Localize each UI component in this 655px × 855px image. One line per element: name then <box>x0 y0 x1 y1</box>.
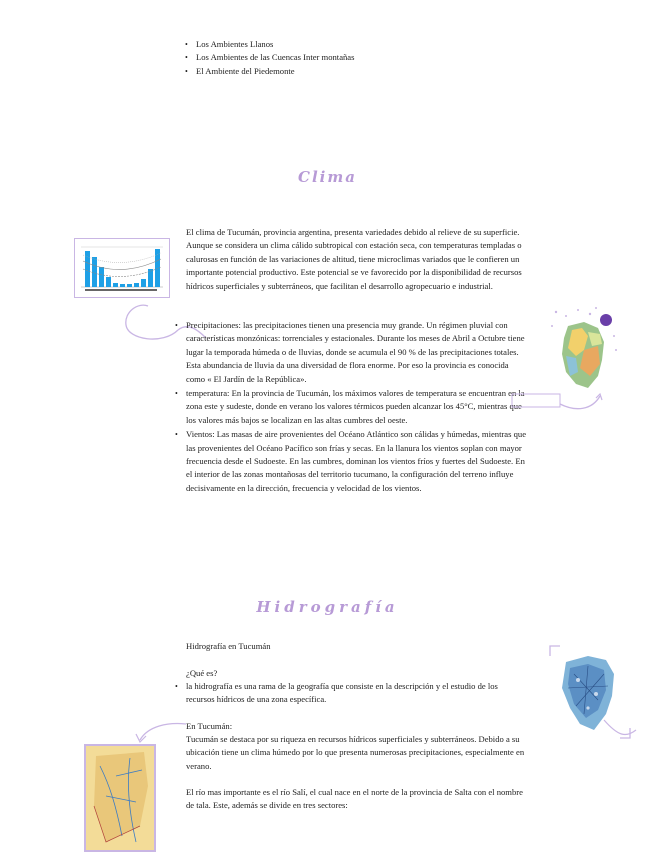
en-tucuman-label: En Tucumán: <box>186 721 233 731</box>
climate-map-image <box>548 306 620 394</box>
map-icon <box>86 746 154 850</box>
bullet-icon: • <box>185 40 188 49</box>
map-icon <box>548 306 620 394</box>
hidrografia-subtitle: Hidrografía en Tucumán <box>186 641 271 651</box>
en-tucuman-paragraph: Tucumán se destaca por su riqueza en recursos hídricos superficiales y subterráneos. Debido a su ubicación tiene un clima húmedo por lo que presenta numerosas precipitaciones, especialmente en verano. <box>186 734 525 771</box>
climate-chart-image <box>74 238 170 298</box>
bullet-icon: • <box>175 389 178 399</box>
curly-arrow-icon <box>600 716 640 746</box>
bullet-icon: • <box>175 321 178 330</box>
curly-arrow-icon <box>510 390 610 430</box>
bullet-icon: • <box>175 682 178 691</box>
bullet-icon: • <box>185 66 188 76</box>
hidrografia-list <box>175 680 528 707</box>
clima-intro-paragraph: El clima de Tucumán, provincia argentina, presenta variedades debido al relieve de su superficie. Aunque se considera un clima cálido subtropical con estación seca, con temperaturas templadas o calurosas en función de las variaciones de altitud, tiene microclimas variados que le confieren un importante potencial productivo. Este potencial se ve favorecido por la disponibilidad de recursos hídricos superficiales y subterráneos, que facilitan el desarrollo agropecuario e industrial. <box>186 227 522 291</box>
rio-sali-paragraph: El río mas importante es el río Salí, el cual nace en el norte de la provincia de Salta con el nombre de tala. Este, además se divide en tres sectores: <box>186 787 523 811</box>
list-item: • El Ambiente del Piedemonte <box>196 65 496 78</box>
hidrografia-heading: Hidrografía <box>256 598 399 616</box>
list-item: • Vientos: Las masas de aire provenientes del Océano Atlántico son cálidas y húmedas, mientras que las provenientes del Océano Pacífico son frías y secas. En la llanura los vientos soplan con mayor frecuencia desde el Sudoeste. En las cumbres, dominan los vientos fríos y fuertes del Sudoeste. En el interior de las zonas montañosas del territorio tucumano, la configuración del terreno influye decisivamente en la dirección, frecuencia y velocidad de los vientos. <box>175 429 527 493</box>
bullet-icon: • <box>185 53 188 63</box>
clima-list <box>175 319 528 495</box>
intro-list <box>185 38 496 78</box>
hidrografia-question: ¿Qué es? <box>186 668 218 678</box>
hydro-map-left-image <box>84 744 156 852</box>
list-item: • Precipitaciones: las precipitaciones tienen una presencia muy grande. Un régimen pluvial con características monzónicas: torrenciales y estacionales. Durante los meses de Abril a Octubre tiene lugar la temporada húmeda o de lluvias, donde se acumula el 90 % de las precipitaciones totales. Esta abundancia de lluvia da una diversidad de flora enorme. Por eso la provincia es conocida como « El Jardín de la República». <box>175 320 525 384</box>
curly-arrow-icon <box>128 718 188 758</box>
list-item: • Los Ambientes de las Cuencas Inter montañas <box>196 51 496 64</box>
clima-heading: Clima <box>298 168 357 186</box>
list-item: • Los Ambientes Llanos <box>196 38 496 51</box>
list-item: • temperatura: En la provincia de Tucumán, los máximos valores de temperatura se encuentran en la zona este y sudeste, donde en verano los valores térmicos pueden alcanzar los 45°C, mientras que los valores más bajos se localizan en las altas cumbres del oeste. <box>175 388 525 425</box>
list-item: • la hidrografía es una rama de la geografía que consiste en la descripción y el estudio de los recursos hídricos de una zona específica. <box>175 681 498 705</box>
bullet-icon: • <box>175 430 178 440</box>
climograph-icon <box>75 239 169 297</box>
